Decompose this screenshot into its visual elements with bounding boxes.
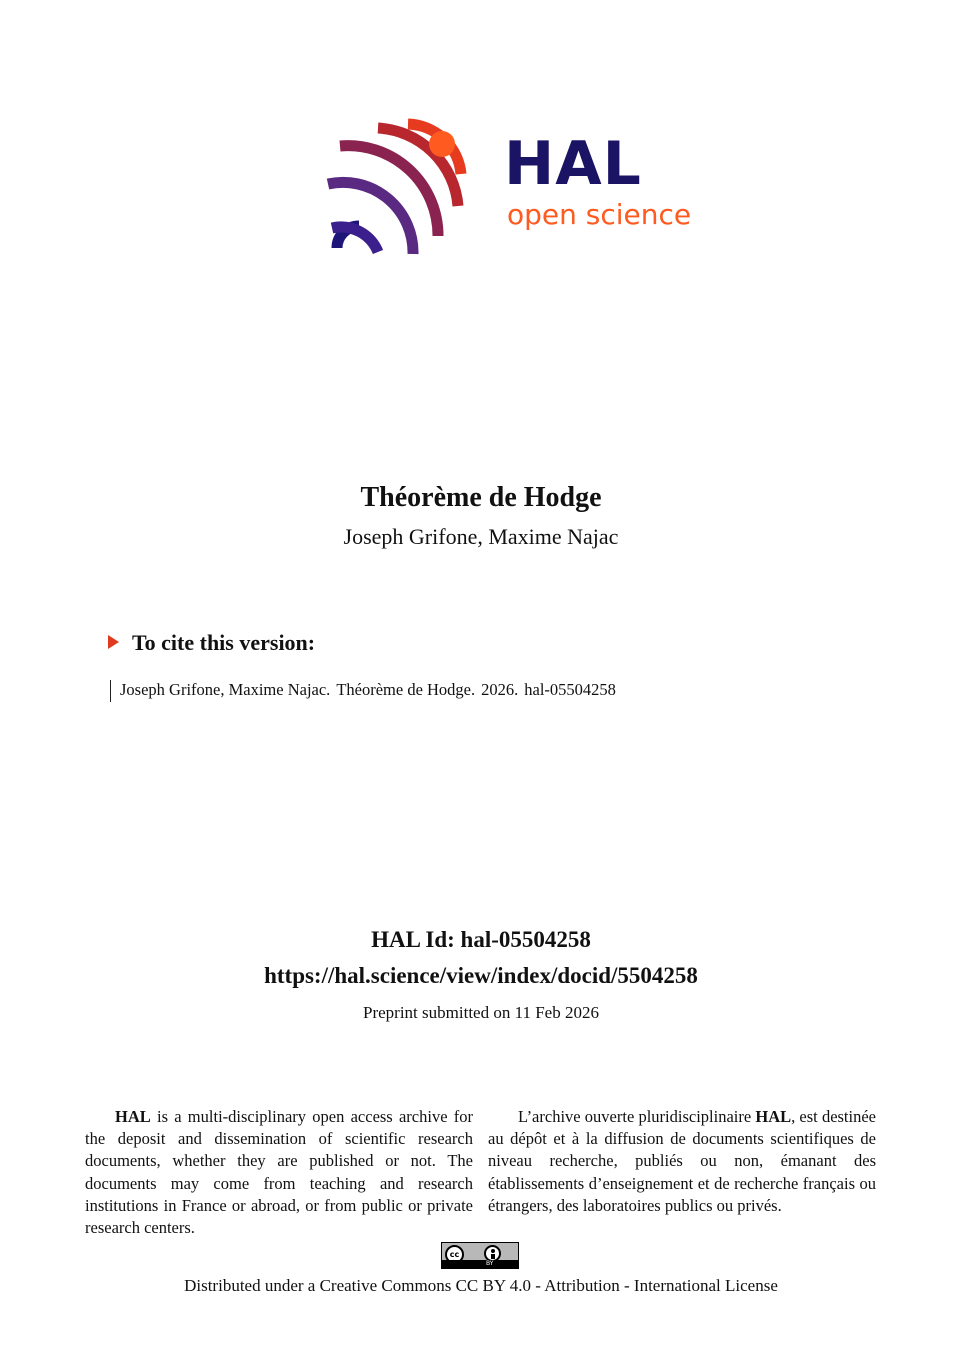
hal-logo-emblem <box>318 116 478 266</box>
document-title: Théorème de Hodge <box>360 482 602 513</box>
citation-rule <box>110 680 111 702</box>
badge-by-label: BY <box>486 1260 494 1267</box>
hal-wordmark: HAL <box>504 129 642 199</box>
cc-by-badge-icon[interactable] <box>441 1242 519 1269</box>
citation-title: Théorème de Hodge. <box>336 680 476 699</box>
hal-url-link[interactable]: https://hal.science/view/index/docid/5504258 <box>264 963 698 988</box>
open-science-tagline: open science <box>507 198 692 231</box>
french-description <box>488 1106 876 1217</box>
english-description-text <box>85 1106 473 1239</box>
french-lead: L’archive ouverte pluridisciplinaire <box>518 1107 756 1126</box>
english-hal-lead: HAL <box>115 1107 151 1126</box>
english-description <box>85 1106 473 1239</box>
french-hal-lead: HAL <box>755 1107 792 1126</box>
triangle-bullet-icon <box>108 635 119 649</box>
french-description-text <box>488 1106 876 1217</box>
citation-year: 2026. <box>481 680 519 699</box>
citation-reference <box>120 679 622 701</box>
english-body: is a multi-disciplinary open access archive for the deposit and dissemination of scientific research documents, whether they are published or not. The documents may come from teaching and research institutions in France or abroad, or from public or private research centers. <box>85 1107 473 1238</box>
hal-id: HAL Id: hal-05504258 <box>371 927 591 952</box>
submission-date: Preprint submitted on 11 Feb 2026 <box>363 1003 599 1022</box>
french-body: , est destinée au dépôt et à la diffusion de documents scientifiques de niveau recherche, publiés ou non, émanant des établissements d’enseignement et de recherche français ou étrangers, des laboratoires publics ou privés. <box>488 1107 877 1215</box>
document-authors: Joseph Grifone, Maxime Najac <box>343 524 619 549</box>
cite-heading-text: To cite this version: <box>132 630 316 655</box>
license-statement: Distributed under a Creative Commons CC BY 4.0 - Attribution - International License <box>184 1276 778 1295</box>
hal-logo <box>318 116 698 266</box>
citation-authors: Joseph Grifone, Maxime Najac. <box>120 680 331 699</box>
citation-hal-id: hal-05504258 <box>524 680 616 699</box>
cite-heading <box>108 629 315 657</box>
logo-dot <box>429 131 455 157</box>
cc-circle-icon: cc <box>445 1245 464 1264</box>
badge-bottom-strip <box>442 1260 518 1268</box>
